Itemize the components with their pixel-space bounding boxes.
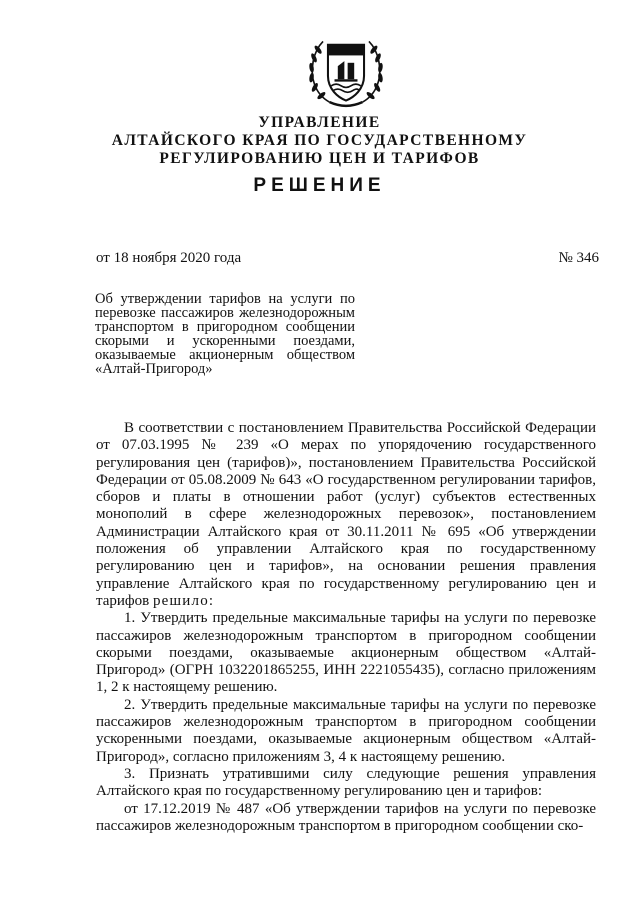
org-name-line-3: РЕГУЛИРОВАНИЮ ЦЕН И ТАРИФОВ	[159, 150, 480, 167]
document-date: от 18 ноября 2020 года	[96, 250, 242, 266]
org-name-line-1: УПРАВЛЕНИЕ	[258, 114, 381, 131]
document-number: № 346	[558, 250, 599, 266]
document-type-title: РЕШЕНИЕ	[253, 175, 386, 196]
altai-krai-coat-of-arms-icon	[305, 30, 387, 112]
document-body	[96, 420, 596, 835]
decided-word: решило:	[152, 592, 215, 609]
preamble-text: В соответствии с постановлением Правительства Российской Федерации от 07.03.1995 № 239 «О мерах по упорядочению государственного регулирования цен (тарифов)», постановлением Правительства Российской Федерации от 05.08.2009 № 643 «О государственном регулировании тарифов, сборов и платы в отношении работ (услуг) субъектов естественных монополий в сфере железнодорожных перевозок», постановлением Администрации Алтайского края от 30.11.2011 № 695 «Об утверждении положения об управлении Алтайского края по государственному регулированию цен и тарифов», на основании решения правления управление Алтайского края по государственному регулированию цен и тарифов	[96, 420, 596, 609]
document-subject: Об утверждении тарифов на услуги по перевозке пассажиров железнодорожным транспортом в пригородном сообщении скорыми и ускоренными поездами, оказываемые акционерным обществом «Алтай-Пригород»	[95, 291, 355, 377]
preamble-paragraph	[96, 420, 596, 610]
item-2-paragraph: 2. Утвердить предельные максимальные тарифы на услуги по перевозке пассажиров железнодорожным транспортом в пригородном сообщении ускоренными поездами, оказываемые акционерным обществом «Алтай-Пригород», согласно приложениям 3, 4 к настоящему решению.	[96, 696, 596, 765]
item-3-1-paragraph: от 17.12.2019 № 487 «Об утверждении тарифов на услуги по перевозке пассажиров железнодорожным транспортом в пригородном сообщении ско-	[96, 800, 596, 834]
org-name-line-2: АЛТАЙСКОГО КРАЯ ПО ГОСУДАРСТВЕННОМУ	[111, 132, 528, 149]
item-1-paragraph: 1. Утвердить предельные максимальные тарифы на услуги по перевозке пассажиров железнодорожным транспортом в пригородном сообщении скорыми поездами, оказываемые акционерным обществом «Алтай-Пригород» (ОГРН 1032201865255, ИНН 2221055435), согласно приложениям 1, 2 к настоящему решению.	[96, 610, 596, 696]
item-3-paragraph: 3. Признать утратившими силу следующие решения управления Алтайского края по государственному регулированию цен и тарифов:	[96, 765, 596, 800]
